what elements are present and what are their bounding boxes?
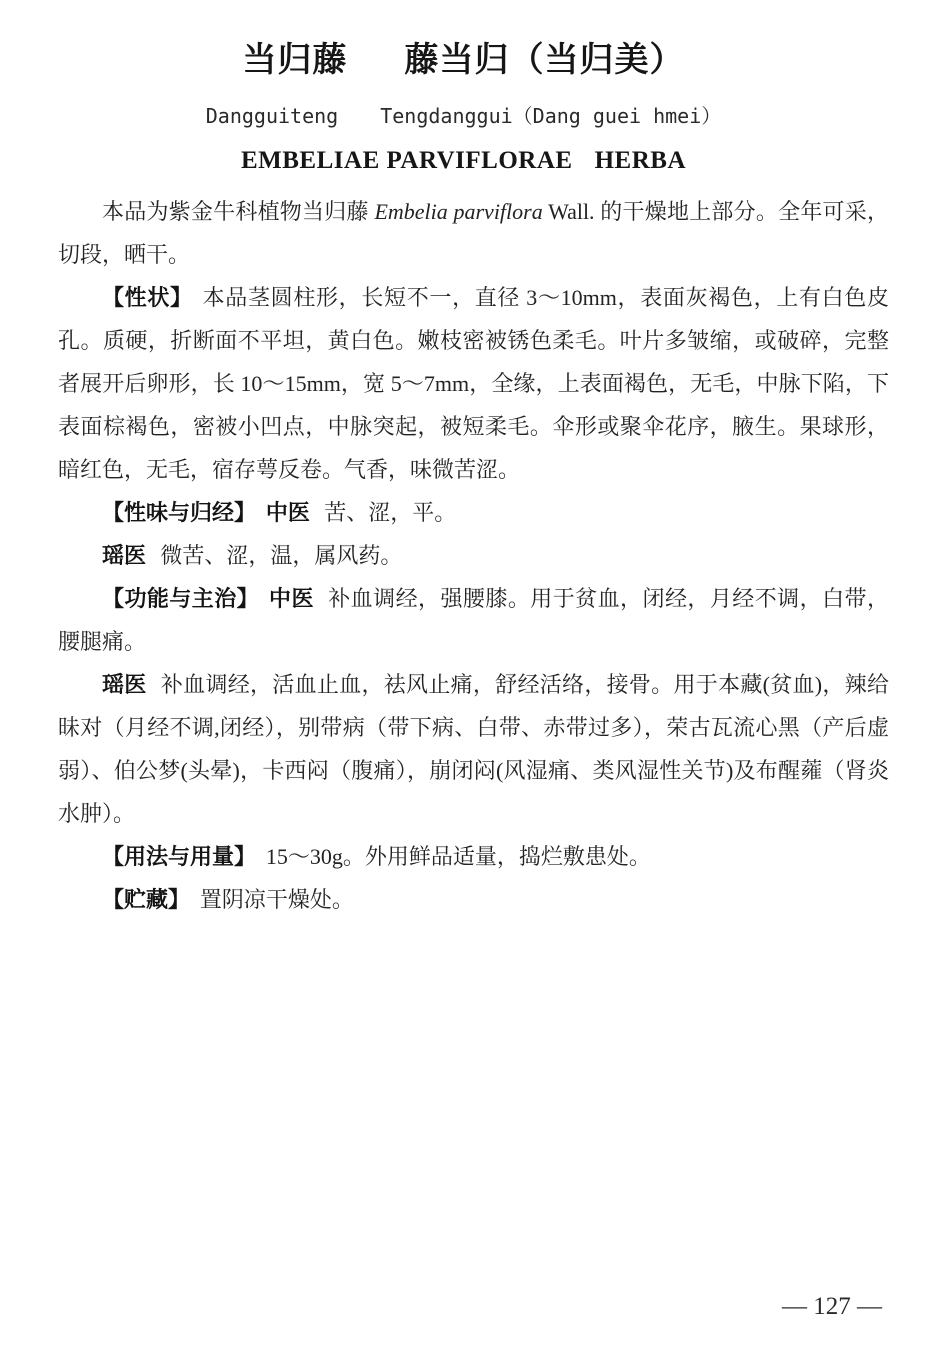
gongneng-zhongyi-label: 中医 — [269, 586, 314, 611]
pinyin-primary: Dangguiteng — [205, 104, 339, 128]
section-label-xingwei: 【性味与归经】 — [102, 500, 257, 525]
xingwei-zhongyi-text: 苦、涩，平。 — [324, 500, 457, 525]
latin-drug-part: HERBA — [594, 147, 686, 174]
zhucang-text: 置阴凉干燥处。 — [199, 887, 354, 912]
section-zhucang — [58, 878, 889, 921]
xingzhuang-text: 本品茎圆柱形，长短不一，直径 3～10mm，表面灰褐色，上有白色皮孔。质硬，折断面不平坦，黄白色。嫩枝密被锈色柔毛。叶片多皱缩，或破碎，完整者展开后卵形，长 10～15mm，宽 5～7mm，全缘，上表面褐色，无毛，中脉下陷，下表面棕褐色，密被小凹点，中脉突起，被短柔毛。伞形或聚伞花序，腋生。果球形，暗红色，无毛，宿存萼反卷。气香，味微苦涩。 — [58, 285, 889, 482]
gongneng-yaoyi-label: 瑶医 — [102, 672, 147, 697]
source-text-suffix: Wall. 的干燥地上部分。全年可采，切段，晒干。 — [58, 199, 889, 267]
document-body — [0, 190, 927, 921]
section-yongfa — [58, 835, 889, 878]
section-label-xingzhuang: 【性状】 — [102, 285, 193, 310]
gongneng-zhongyi-text: 补血调经，强腰膝。用于贫血，闭经，月经不调，白带，腰腿痛。 — [58, 586, 889, 654]
pinyin-secondary: Tengdanggui（Dang guei hmei） — [380, 104, 722, 128]
yongfa-text: 15～30g。外用鲜品适量，捣烂敷患处。 — [265, 844, 651, 869]
xingwei-yaoyi-label: 瑶医 — [102, 543, 147, 568]
source-paragraph — [58, 190, 889, 276]
source-text-prefix: 本品为紫金牛科植物当归藤 — [102, 199, 375, 224]
latin-drug-name: EMBELIAE PARVIFLORAE — [240, 147, 573, 174]
xingwei-zhongyi-label: 中医 — [265, 500, 310, 525]
section-label-zhucang: 【贮藏】 — [102, 887, 191, 912]
gongneng-yaoyi-text: 补血调经，活血止血，祛风止痛，舒经活络，接骨。用于本藏(贫血)，辣给昧对（月经不调,闭经），别带病（带下病、白带、赤带过多），荣古瓦流心黑（产后虚弱）、伯公梦(头晕)，卡西闷（腹痛），崩闭闷(风湿痛、类风湿性关节)及布醒蕹（肾炎水肿）。 — [58, 672, 889, 826]
latin-drug-name-line — [0, 147, 927, 175]
section-xingwei-yaoyi — [58, 534, 889, 577]
section-xingzhuang — [58, 276, 889, 491]
xingwei-yaoyi-text: 微苦、涩，温，属风药。 — [160, 543, 403, 568]
monograph-title — [0, 40, 927, 80]
section-xingwei-zhongyi — [58, 491, 889, 534]
monograph-title-cn: 当归藤 — [242, 41, 348, 79]
page-number: — 127 — — [782, 1293, 882, 1320]
section-gongneng-zhongyi — [58, 577, 889, 663]
section-gongneng-yaoyi — [58, 663, 889, 835]
section-label-gongneng: 【功能与主治】 — [102, 586, 260, 611]
latin-binomial: Embelia parviflora — [374, 199, 543, 224]
section-label-yongfa: 【用法与用量】 — [102, 844, 257, 869]
monograph-title-alias: 藤当归（当归美） — [404, 41, 685, 79]
pinyin-line — [0, 105, 927, 128]
